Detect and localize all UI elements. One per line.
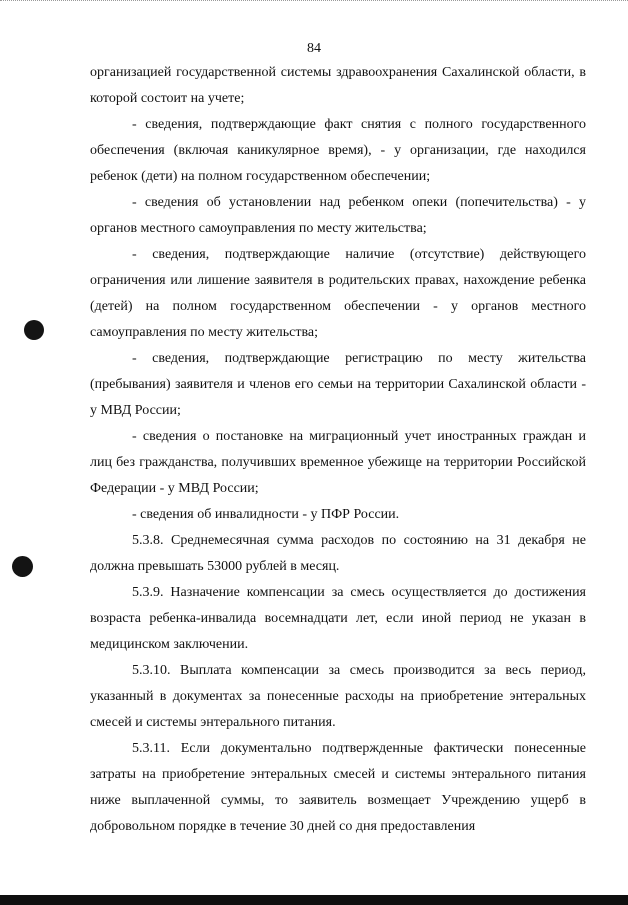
punch-hole-mark [24, 320, 44, 340]
paragraph-clause: 5.3.10. Выплата компенсации за смесь производится за весь период, указанный в документах за понесенные расходы на приобретение энтеральных смесей и системы энтерального питания. [90, 663, 586, 730]
scan-bottom-edge [0, 895, 628, 905]
paragraph-clause: 5.3.8. Среднемесячная сумма расходов по состоянию на 31 декабря не должна превышать 53000 рублей в месяц. [90, 533, 586, 574]
paragraph-list-item: - сведения об установлении над ребенком опеки (попечительства) - у органов местного самоуправления по месту жительства; [90, 195, 586, 236]
page-number: 84 [307, 41, 321, 56]
paragraph-list-item: - сведения об инвалидности - у ПФР России. [132, 507, 400, 522]
paragraph-list-item: - сведения о постановке на миграционный учет иностранных граждан и лиц без гражданства, получивших временное убежище на территории Российской Федерации - у МВД России; [90, 429, 586, 496]
paragraph-list-item: - сведения, подтверждающие факт снятия с полного государственного обеспечения (включая каникулярное время), - у организации, где находился ребенок (дети) на полном государственном обеспечении; [90, 117, 586, 184]
paragraph-list-item: - сведения, подтверждающие регистрацию по месту жительства (пребывания) заявителя и членов его семьи на территории Сахалинской области - у МВД России; [90, 351, 586, 418]
paragraph-continuation: организацией государственной системы здравоохранения Сахалинской области, в которой состоит на учете; [90, 65, 586, 106]
paragraph-clause: 5.3.9. Назначение компенсации за смесь осуществляется до достижения возраста ребенка-инвалида восемнадцати лет, если иной период не указан в медицинском заключении. [90, 585, 586, 652]
punch-hole-mark [12, 556, 33, 577]
paragraph-list-item: - сведения, подтверждающие наличие (отсутствие) действующего ограничения или лишение заявителя в родительских правах, нахождение ребенка (детей) на полном государственном обеспечении - у органов местного самоуправления по месту жительства; [90, 247, 586, 340]
paragraph-clause: 5.3.11. Если документально подтвержденные фактически понесенные затраты на приобретение энтеральных смесей и системы энтерального питания ниже выплаченной суммы, то заявитель возмещает Учреждению ущерб в добровольном порядке в течение 30 дней со дня предоставления [90, 741, 586, 834]
document-body [90, 60, 586, 840]
scan-top-edge [0, 0, 628, 3]
